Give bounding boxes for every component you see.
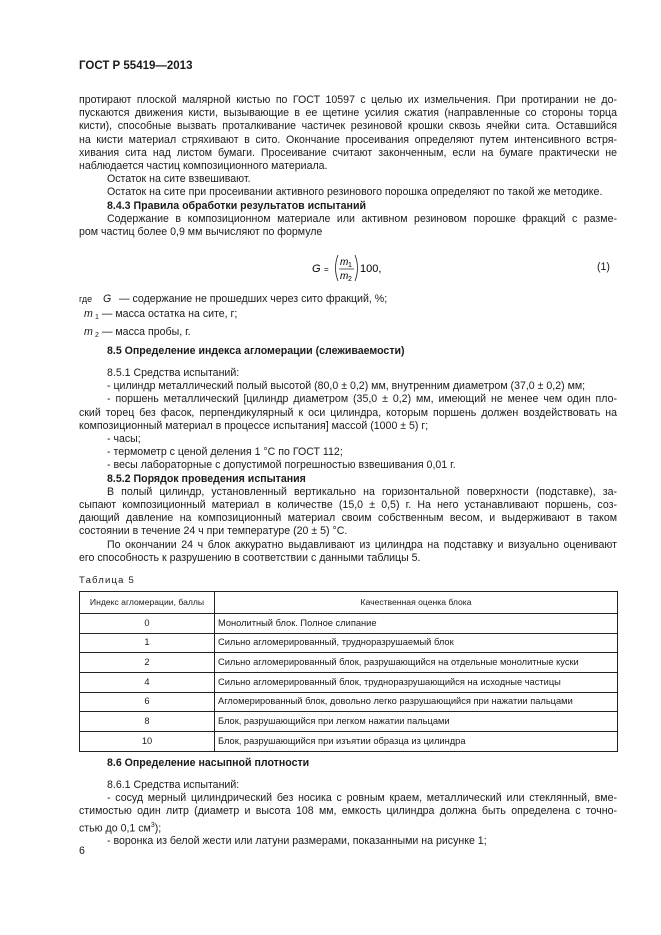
text-line: на кисти материал стряхивают в сито. Окончание просеивания определяют путем интенсивного встря- (79, 133, 617, 146)
section-8-6-1 (79, 779, 617, 849)
legend-subscript: 2 (95, 332, 99, 340)
legend-text: — масса пробы, г. (101, 326, 191, 339)
formula-den: m (340, 271, 349, 282)
agglomeration-table (79, 591, 618, 752)
text-line (79, 819, 617, 836)
cell-description: Сильно агломерированный блок, трудноразрушающийся на исходные частицы (215, 673, 618, 693)
formula-lhs: G (312, 263, 321, 275)
text-line: ром частиц более 0,9 мм вычисляют по формуле (79, 226, 323, 239)
legend-text: — содержание не прошедших через сито фракций, %; (118, 293, 388, 305)
cell-description: Сильно агломерированный, трудноразрушаемый блок (215, 633, 618, 653)
cell-description: Блок, разрушающийся при изъятии образца из цилиндра (215, 732, 618, 752)
legend-where: где (79, 294, 93, 304)
text-line: сыпают композиционный материал в количестве (15,0 ± 0,5) г. На него устанавливают поршень, соз- (79, 499, 617, 512)
cell-description: Агломерированный блок, довольно легко разрушающийся при нажатии пальцами (215, 692, 618, 712)
legend-subscript: 1 (95, 314, 99, 322)
formula-num: m (340, 257, 349, 268)
text-line: состоянии в течение 24 ч при температуре (20 ± 5) °С. (79, 525, 348, 538)
legend-row-m1 (79, 308, 387, 324)
section-heading-8-6: 8.6 Определение насыпной плотности (107, 757, 310, 769)
list-item: - часы; (107, 433, 141, 446)
cell-index: 6 (80, 692, 215, 712)
table-header-index: Индекс агломерации, баллы (80, 592, 215, 614)
table-header-description: Качественная оценка блока (215, 592, 618, 614)
cell-index: 2 (80, 653, 215, 673)
list-item: - воронка из белой жести или латуни размерами, показанными на рисунке 1; (107, 835, 487, 848)
text-line: наблюдается частиц композиционного материала. (79, 160, 328, 173)
list-item: - сосуд мерный цилиндрический без носика с ровным краем, металлический или стеклянный, вме- (107, 792, 617, 805)
table-row (80, 712, 618, 732)
legend-symbol: m (84, 326, 93, 339)
table-row (80, 633, 618, 653)
section-heading-8-5-2: 8.5.2 Порядок проведения испытания (107, 472, 306, 485)
legend-row-m2 (79, 326, 387, 342)
list-item: - цилиндр металлический полый высотой (80,0 ± 0,2) мм, внутренним диаметром (37,0 ± 0,2) мм; (107, 380, 586, 393)
subsection-title: 8.5.1 Средства испытаний: (107, 367, 240, 379)
text-line: дающий давление на композиционный материал своим собственным весом, и выдерживают в таком (79, 512, 617, 525)
formula-den-sub: 2 (348, 276, 352, 283)
page-number: 6 (79, 845, 85, 857)
paragraph-weigh: Остаток на сите взвешивают. (107, 173, 251, 186)
document-header: ГОСТ Р 55419—2013 (79, 60, 193, 72)
paragraph-residue: Остаток на сите при просеивании активного резинового порошка определяют по такой же методике. (107, 186, 603, 199)
cell-description: Сильно агломерированный блок, разрушающийся на отдельные монолитные куски (215, 653, 618, 673)
cell-description: Блок, разрушающийся при легком нажатии пальцами (215, 712, 618, 732)
subsection-title: 8.6.1 Средства испытаний: (107, 779, 240, 791)
table-row (80, 653, 618, 673)
text-line: стимостью один литр (диаметр и высота 108 мм, емкость цилиндра должна быть определена с точно- (79, 805, 617, 818)
superscript: 3 (150, 821, 155, 829)
text-line: кисти), способные вызвать проталкивание частичек резиновой крошки сквозь ячейки сита. Оставшийся (79, 120, 617, 133)
table-row (80, 614, 618, 634)
formula-legend (79, 293, 387, 343)
formula-eq: = (324, 265, 329, 274)
legend-text: — масса остатка на сите, г; (101, 308, 238, 321)
table-header-row (80, 592, 618, 614)
text-span: стью до 0,1 см (79, 822, 151, 835)
section-heading-8-4-3: 8.4.3 Правила обработки результатов испытаний (107, 199, 366, 212)
table-row (80, 692, 618, 712)
formula-factor: 100, (360, 263, 382, 275)
formula-number: (1) (597, 261, 610, 273)
text-line: композиционный материал в процессе испытания] массой (1000 ± 5) г; (79, 419, 429, 432)
text-line: В полый цилиндр, установленный вертикально на горизонтальной поверхности (подставке), за- (107, 485, 617, 498)
text-line: протирают плоской малярной кистью по ГОСТ 10597 с целью их измельчения. При протирании не до- (79, 94, 617, 106)
table-row (80, 673, 618, 693)
paragraph-sieving (79, 94, 617, 239)
right-paren (355, 255, 358, 281)
cell-index: 1 (80, 633, 215, 653)
text-line: Содержание в композиционном материале или активном резиновом порошке фракций с разме- (107, 212, 617, 225)
left-paren (336, 255, 339, 281)
section-heading-8-5: 8.5 Определение индекса агломерации (слеживаемости) (107, 345, 405, 357)
list-item: - поршень металлический [цилиндр диаметром (35,0 ± 0,2) мм, имеющий не менее чем один пло- (107, 393, 617, 406)
section-8-5-1 (79, 367, 617, 565)
legend-symbol: G (103, 293, 112, 305)
text-line: пускаются движения кисти, вызывающие в ее щетине усилия сжатия (направленные со стороны торца (79, 107, 617, 120)
cell-index: 10 (80, 732, 215, 752)
formula-num-sub: 1 (348, 262, 352, 269)
formula-1 (300, 253, 420, 283)
table-caption: Таблица 5 (79, 575, 135, 586)
text-line: По окончании 24 ч блок аккуратно выдавливают из цилиндра на подставку и визуально оценивают (107, 538, 617, 551)
list-item: - термометр с ценой деления 1 °С по ГОСТ 112; (107, 446, 343, 459)
text-span: ); (154, 822, 162, 835)
legend-symbol: m (84, 308, 93, 321)
table-row (80, 732, 618, 752)
cell-index: 8 (80, 712, 215, 732)
legend-row-g (79, 293, 387, 306)
cell-index: 4 (80, 673, 215, 693)
cell-description: Монолитный блок. Полное слипание (215, 614, 618, 634)
text-line: ский торец без фасок, перпендикулярный к оси цилиндра, которым поршень должен воздействовать на (79, 406, 617, 419)
cell-index: 0 (80, 614, 215, 634)
text-line: хивания сита над листом бумаги. Просеивание считают законченным, если на бумаге практически не (79, 146, 617, 159)
list-item: - весы лабораторные с допустимой погрешностью взвешивания 0,01 г. (107, 459, 456, 472)
text-line: его способность к разрушению в соответствии с данными таблицы 5. (79, 551, 421, 564)
